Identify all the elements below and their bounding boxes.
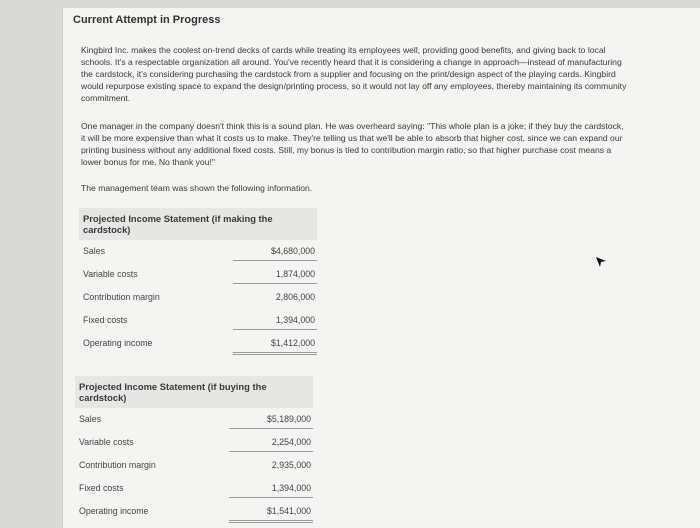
row-label: Variable costs — [79, 437, 134, 447]
row-label: Contribution margin — [83, 292, 160, 302]
statement-title: Projected Income Statement (if making the cardstock) — [79, 208, 317, 240]
row-value: $1,412,000 — [270, 338, 315, 348]
page-title: Current Attempt in Progress — [73, 14, 221, 26]
row-label: Operating income — [83, 338, 153, 348]
row-label: Fixed costs — [79, 483, 124, 493]
statement-title: Projected Income Statement (if buying the cardstock) — [75, 376, 313, 408]
row-value: 1,394,000 — [275, 315, 315, 325]
row-label: Fixed costs — [83, 315, 128, 325]
row-value: 2,254,000 — [271, 437, 311, 447]
row-value: 2,935,000 — [271, 460, 311, 470]
row-label: Variable costs — [83, 269, 138, 279]
mouse-cursor-icon — [595, 256, 607, 268]
table-row — [75, 477, 315, 500]
row-label: Sales — [79, 414, 102, 424]
row-value: 1,874,000 — [275, 269, 315, 279]
income-statement-making — [79, 208, 319, 355]
row-value: $1,541,000 — [266, 506, 311, 516]
table-row — [79, 286, 319, 309]
table-row — [79, 309, 319, 332]
row-value: $4,680,000 — [270, 246, 315, 256]
income-statement-buying — [75, 376, 315, 523]
row-label: Sales — [83, 246, 106, 256]
table-row — [79, 332, 319, 355]
row-value: 2,806,000 — [275, 292, 315, 302]
table-row — [79, 263, 319, 286]
table-row — [79, 240, 319, 263]
info-intro-paragraph: The management team was shown the following information. — [81, 183, 313, 193]
table-row — [75, 500, 315, 523]
manager-quote-paragraph: One manager in the company doesn't think this is a sound plan. He was overheard saying: "This whole plan is a joke; if they buy the cardstock, it will be more expensive than what it costs us to make. They're telling us that we'll be able to absorb that higher cost, since we can expand our printing business without any additional fixed costs. Still, my bonus is tied to contribution margin ratio, so that higher purchase cost means a lower bonus for me. No thank you!" — [81, 121, 624, 167]
table-row — [75, 454, 315, 477]
table-row — [75, 408, 315, 431]
row-label: Contribution margin — [79, 460, 156, 470]
table-row — [75, 431, 315, 454]
scenario-paragraph: Kingbird Inc. makes the coolest on-trend decks of cards while treating its employees well, providing good benefits, and giving back to local schools. It's a respectable organization all around. You've recently heard that it is considering a change in approach—instead of manufacturing the cardstock, it's considering purchasing the cardstock from a supplier and focusing on the print/design aspect of the playing cards. Kingbird would repurpose existing space to expand the design/printing process, so it would not lay off any employees, thereby maintaining its community commitment. — [81, 45, 627, 103]
row-label: Operating income — [79, 506, 149, 516]
content-panel — [62, 8, 700, 528]
row-value: 1,394,000 — [271, 483, 311, 493]
row-value: $5,189,000 — [266, 414, 311, 424]
